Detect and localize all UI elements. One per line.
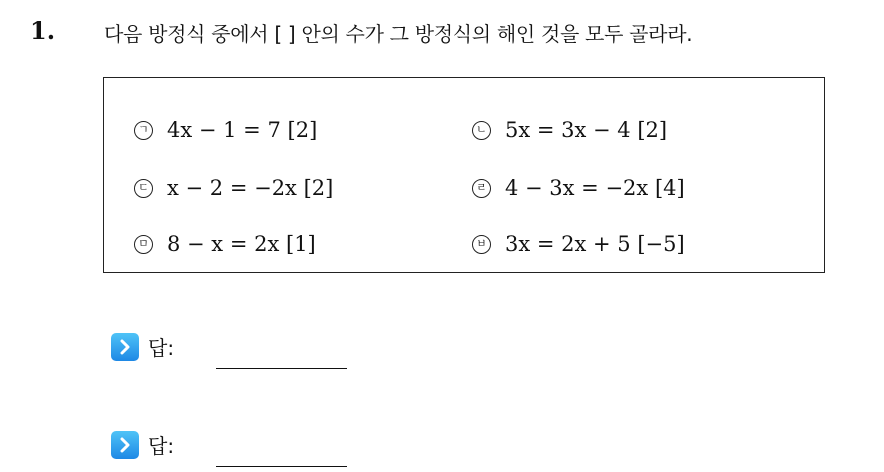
choice-marker: ㅁ — [134, 235, 153, 254]
chevron-right-icon — [111, 431, 139, 459]
question-number: 1. — [30, 16, 56, 45]
choice-item — [472, 176, 685, 200]
answer-blank[interactable] — [216, 466, 347, 467]
answer-row — [111, 332, 174, 361]
choice-marker: ㄹ — [472, 179, 491, 198]
question-text: 다음 방정식 중에서 [ ] 안의 수가 그 방정식의 해인 것을 모두 골라라. — [104, 22, 693, 46]
answer-label: 답: — [148, 336, 175, 360]
answer-label: 답: — [148, 434, 175, 458]
answer-blank[interactable] — [216, 368, 347, 369]
choice-item — [134, 232, 316, 256]
answer-row — [111, 430, 174, 459]
choice-marker: ㄴ — [472, 121, 491, 140]
choice-equation: 4 − 3x = −2x — [505, 176, 649, 200]
choice-equation: 4x − 1 = 7 — [167, 118, 281, 142]
chevron-right-icon — [111, 333, 139, 361]
choice-value: [−5] — [637, 232, 685, 256]
choice-item — [472, 232, 685, 256]
choice-value: [4] — [654, 176, 685, 200]
choice-item — [134, 118, 317, 142]
choice-marker: ㅂ — [472, 235, 491, 254]
choice-equation: 8 − x = 2x — [167, 232, 280, 256]
choice-marker: ㄷ — [134, 179, 153, 198]
choice-value: [2] — [287, 118, 318, 142]
choice-item — [134, 176, 333, 200]
choice-item — [472, 118, 667, 142]
choices-box — [103, 77, 825, 273]
choice-equation: x − 2 = −2x — [167, 176, 297, 200]
choice-value: [1] — [286, 232, 316, 256]
choice-marker: ㄱ — [134, 121, 153, 140]
choice-value: [2] — [303, 176, 334, 200]
choice-value: [2] — [637, 118, 668, 142]
choice-equation: 3x = 2x + 5 — [505, 232, 631, 256]
choice-equation: 5x = 3x − 4 — [505, 118, 631, 142]
